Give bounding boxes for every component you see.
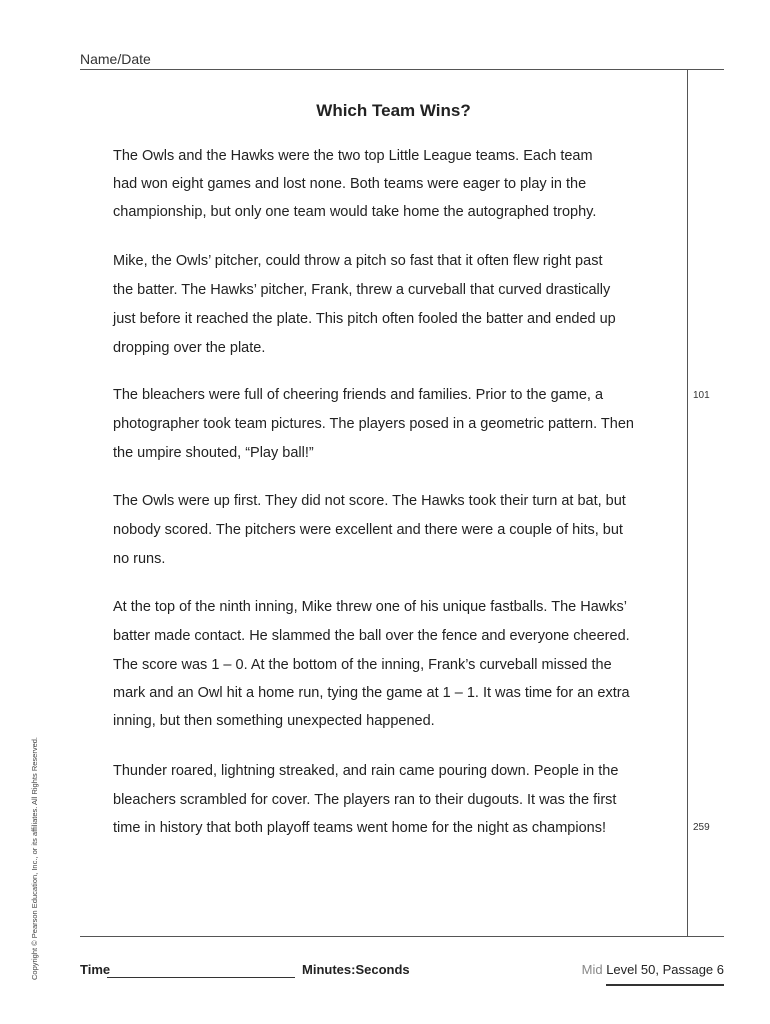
passage-line: The Owls and the Hawks were the two top Little League teams. Each team: [113, 148, 593, 164]
level-underline: [606, 984, 724, 986]
passage-line: championship, but only one team would take home the autographed trophy.: [113, 204, 597, 220]
passage-line: the batter. The Hawks’ pitcher, Frank, threw a curveball that curved drastically: [113, 282, 611, 298]
word-count-marker: 101: [693, 390, 710, 401]
passage-line: dropping over the plate.: [113, 340, 266, 356]
right-margin-rule: [687, 69, 688, 936]
passage-line: mark and an Owl hit a home run, tying the game at 1 – 1. It was time for an extra: [113, 685, 630, 701]
time-entry-line[interactable]: [107, 977, 295, 978]
page-title: Which Team Wins?: [316, 101, 471, 120]
passage-line: The score was 1 – 0. At the bottom of the inning, Frank’s curveball missed the: [113, 657, 612, 673]
copyright-notice: Copyright © Pearson Education, Inc., or its affiliates. All Rights Reserved.: [30, 736, 39, 980]
name-date-label: Name/Date: [80, 51, 151, 67]
passage-line: bleachers scrambled for cover. The players ran to their dugouts. It was the first: [113, 792, 617, 808]
passage-line: nobody scored. The pitchers were excellent and there were a couple of hits, but: [113, 522, 623, 538]
level-prefix: Mid: [581, 962, 603, 977]
passage-line: The Owls were up first. They did not score. The Hawks took their turn at bat, but: [113, 493, 626, 509]
time-label: Time: [80, 962, 111, 977]
passage-line: just before it reached the plate. This pitch often fooled the batter and ended up: [113, 311, 616, 327]
level-passage-label: [582, 962, 724, 977]
passage-line: The bleachers were full of cheering friends and families. Prior to the game, a: [113, 387, 604, 403]
level-text: Level 50, Passage 6: [602, 962, 724, 977]
word-count-marker: 259: [693, 822, 710, 833]
minutes-seconds-label: Minutes:Seconds: [302, 962, 410, 977]
passage-line: inning, but then something unexpected happened.: [113, 713, 435, 729]
passage-line: had won eight games and lost none. Both teams were eager to play in the: [113, 176, 587, 192]
passage-line: At the top of the ninth inning, Mike threw one of his unique fastballs. The Hawks’: [113, 599, 627, 615]
passage-line: Thunder roared, lightning streaked, and rain came pouring down. People in the: [113, 763, 619, 779]
top-rule: [80, 69, 724, 70]
passage-line: the umpire shouted, “Play ball!”: [113, 445, 314, 461]
passage-line: time in history that both playoff teams went home for the night as champions!: [113, 820, 606, 836]
passage-line: no runs.: [113, 551, 166, 567]
passage-line: batter made contact. He slammed the ball over the fence and everyone cheered.: [113, 628, 630, 644]
bottom-rule: [80, 936, 724, 937]
passage-line: photographer took team pictures. The players posed in a geometric pattern. Then: [113, 416, 634, 432]
passage-line: Mike, the Owls’ pitcher, could throw a pitch so fast that it often flew right past: [113, 253, 603, 269]
